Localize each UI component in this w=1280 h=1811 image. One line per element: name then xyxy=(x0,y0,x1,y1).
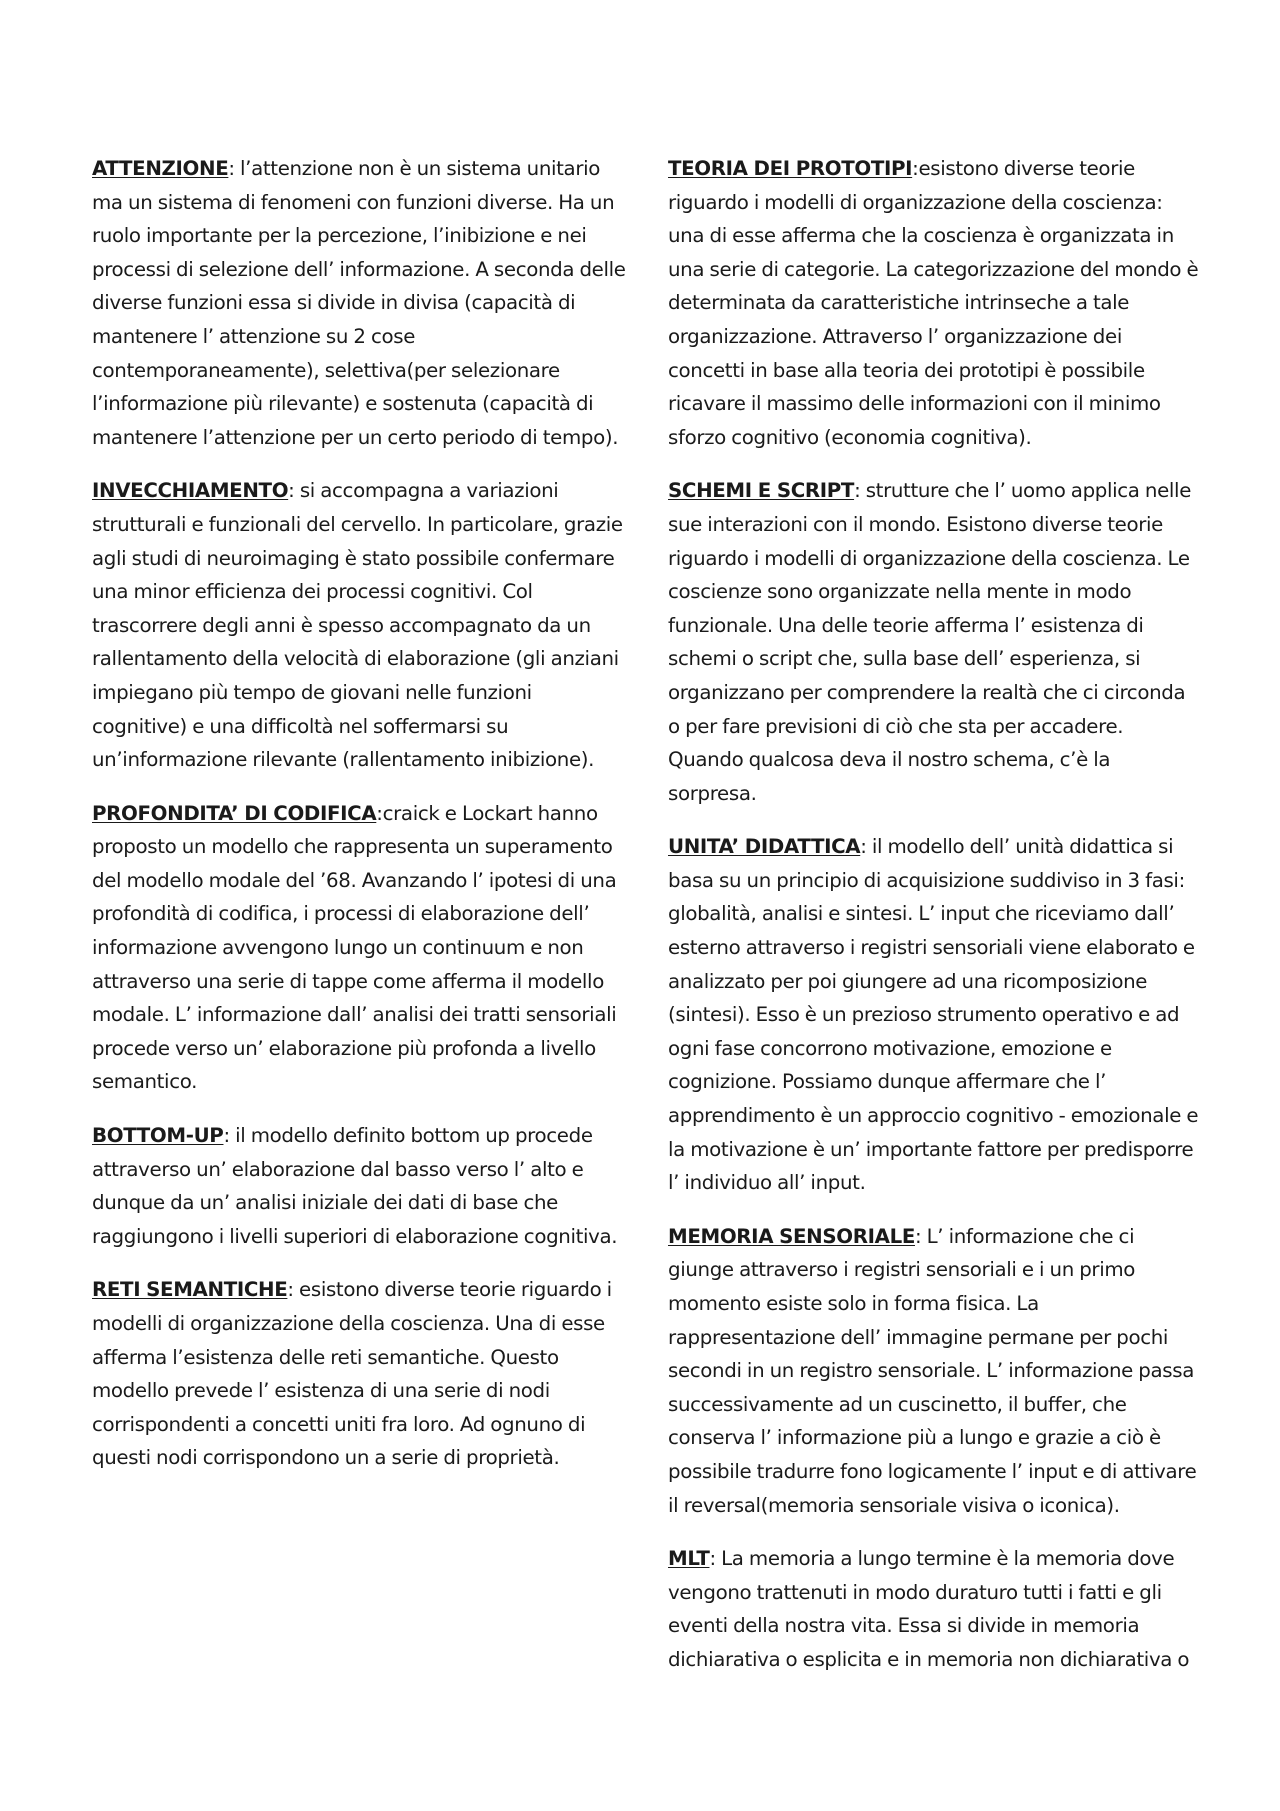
term-attenzione: ATTENZIONE xyxy=(92,157,229,180)
right-column xyxy=(668,152,1202,1811)
section-profondita-di-codifica xyxy=(92,797,626,1099)
section-invecchiamento xyxy=(92,474,626,776)
definition-teoria-dei-prototipi: :esistono diverse teorie riguardo i modelli di organizzazione della coscienza: una di esse afferma che la coscienza è organizzata in una serie di categorie. La categorizzazione del mondo è determinata da caratteristiche intrinseche a tale organizzazione. Attraverso l’ organizzazione dei concetti in base alla teoria dei prototipi è possibile ricavare il massimo delle informazioni con il minimo sforzo cognitivo (economia cognitiva). xyxy=(668,157,1199,449)
term-unita-didattica: UNITA’ DIDATTICA xyxy=(668,835,861,859)
section-memoria-sensoriale xyxy=(668,1220,1202,1522)
term-reti-semantiche: RETI SEMANTICHE xyxy=(92,1278,288,1302)
term-invecchiamento: INVECCHIAMENTO xyxy=(92,479,289,503)
definition-schemi-e-script: : strutture che l’ uomo applica nelle sue interazioni con il mondo. Esistono diverse teorie riguardo i modelli di organizzazione della coscienza. Le coscienze sono organizzate nella mente in modo funzionale. Una delle teorie afferma l’ esistenza di schemi o script che, sulla base dell’ esperienza, si organizzano per comprendere la realtà che ci circonda o per fare previsioni di ciò che sta per accadere. Quando qualcosa deva il nostro schema, c’è la sorpresa. xyxy=(668,479,1192,805)
definition-memoria-sensoriale: : L’ informazione che ci giunge attraverso i registri sensoriali e i un primo momento esiste solo in forma fisica. La rappresentazione dell’ immagine permane per pochi secondi in un registro sensoriale. L’ informazione passa successivamente ad un cuscinetto, il buffer, che conserva l’ informazione più a lungo e grazie a ciò è possibile tradurre fono logicamente l’ input e di attivare il reversal(memoria sensoriale visiva o iconica). xyxy=(668,1224,1197,1517)
definition-mlt: : La memoria a lungo termine è la memoria dove vengono trattenuti in modo duraturo tutti i fatti e gli eventi della nostra vita. Essa si divide in memoria dichiarativa o esplicita e in memoria non dichiarativa o xyxy=(668,1547,1190,1671)
section-teoria-dei-prototipi xyxy=(668,152,1202,454)
definition-reti-semantiche: : esistono diverse teorie riguardo i modelli di organizzazione della coscienza. Una di esse afferma l’esistenza delle reti semantiche. Questo modello prevede l’ esistenza di una serie di nodi corrispondenti a concetti uniti fra loro. Ad ognuno di questi nodi corrispondono un a serie di proprietà. xyxy=(92,1278,612,1470)
definition-unita-didattica: : il modello dell’ unità didattica si basa su un principio di acquisizione suddiviso in 3 fasi: globalità, analisi e sintesi. L’ input che riceviamo dall’ esterno attraverso i registri sensoriali viene elaborato e analizzato per poi giungere ad una ricomposizione (sintesi). Esso è un prezioso strumento operativo e ad ogni fase concorrono motivazione, emozione e cognizione. Possiamo dunque affermare che l’ apprendimento è un approccio cognitivo - emozionale e la motivazione è un’ importante fattore per predisporre l’ individuo all’ input. xyxy=(668,835,1199,1195)
definition-attenzione: : l’attenzione non è un sistema unitario ma un sistema di fenomeni con funzioni diverse. Ha un ruolo importante per la percezione, l’inibizione e nei processi di selezione dell’ informazione. A seconda delle diverse funzioni essa si divide in divisa (capacità di mantenere l’ attenzione su 2 cose contemporaneamente), selettiva(per selezionare l’informazione più rilevante) e sostenuta (capacità di mantenere l’attenzione per un certo periodo di tempo). xyxy=(92,157,626,449)
term-teoria-dei-prototipi: TEORIA DEI PROTOTIPI xyxy=(668,157,913,180)
section-mlt xyxy=(668,1542,1202,1676)
section-schemi-e-script xyxy=(668,474,1202,810)
section-reti-semantiche xyxy=(92,1273,626,1475)
term-schemi-e-script: SCHEMI E SCRIPT xyxy=(668,479,855,503)
definition-profondita-di-codifica: :craick e Lockart hanno proposto un modello che rappresenta un superamento del modello modale del ’68. Avanzando l’ ipotesi di una profondità di codifica, i processi di elaborazione dell’ informazione avvengono lungo un continuum e non attraverso una serie di tappe come afferma il modello modale. L’ informazione dall’ analisi dei tratti sensoriali procede verso un’ elaborazione più profonda a livello semantico. xyxy=(92,801,617,1094)
section-unita-didattica xyxy=(668,830,1202,1200)
term-bottom-up: BOTTOM-UP xyxy=(92,1124,224,1148)
term-mlt: MLT xyxy=(668,1547,710,1571)
left-column xyxy=(92,152,626,1811)
definition-invecchiamento: : si accompagna a variazioni strutturali e funzionali del cervello. In particolare, grazie agli studi di neuroimaging è stato possibile confermare una minor efficienza dei processi cognitivi. Col trascorrere degli anni è spesso accompagnato da un rallentamento della velocità di elaborazione (gli anziani impiegano più tempo de giovani nelle funzioni cognitive) e una difficoltà nel soffermarsi su un’informazione rilevante (rallentamento inibizione). xyxy=(92,479,623,772)
section-bottom-up xyxy=(92,1119,626,1253)
section-attenzione xyxy=(92,152,626,454)
term-memoria-sensoriale: MEMORIA SENSORIALE xyxy=(668,1224,915,1248)
term-profondita-di-codifica: PROFONDITA’ DI CODIFICA xyxy=(92,801,377,825)
definition-bottom-up: : il modello definito bottom up procede attraverso un’ elaborazione dal basso verso l’ alto e dunque da un’ analisi iniziale dei dati di base che raggiungono i livelli superiori di elaborazione cognitiva. xyxy=(92,1124,618,1248)
